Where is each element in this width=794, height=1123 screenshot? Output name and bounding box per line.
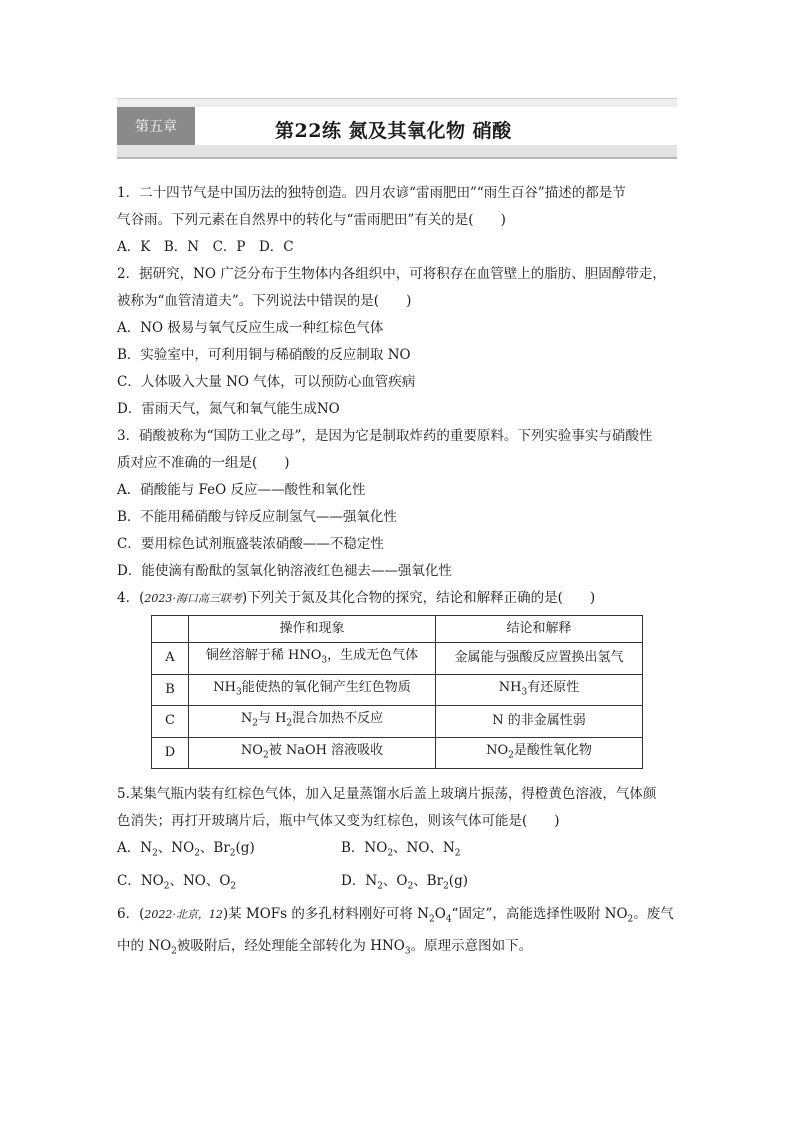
- cell-text: NO: [240, 742, 263, 758]
- question-text: 质对应不准确的一组是( ): [117, 455, 290, 471]
- cell-text: 混合加热不反应: [292, 711, 384, 727]
- option-a: A．硝酸能与 FeO 反应——酸性和氧化性: [117, 482, 366, 498]
- cell-text: N: [240, 711, 253, 727]
- row-key: C: [152, 706, 189, 738]
- option-b: B．不能用稀硝酸与锌反应制氢气——强氧化性: [117, 509, 397, 525]
- tab-notch: [195, 107, 205, 145]
- table-header-cell: [152, 616, 189, 643]
- chapter-header: [117, 98, 677, 159]
- options-row: [117, 868, 679, 901]
- question-list: [117, 180, 679, 966]
- table-row: [152, 674, 643, 706]
- question-text: 2．据研究，NO 广泛分布于生物体内各组织中，可将积存在血管壁上的脂肪、胆固醇带走，: [117, 266, 666, 282]
- row-conclusion: [436, 737, 643, 769]
- option-d: D．雷雨天气，氮气和氧气能生成NO: [117, 401, 340, 417]
- question-text: 1．二十四节气是中国历法的独特创造。四月农谚“雷雨肥田”“雨生百谷”描述的都是节: [117, 185, 626, 201]
- question-text: 5.某集气瓶内装有红棕色气体，加入足量蒸馏水后盖上玻璃片振荡，得橙黄色溶液，气体颜: [117, 786, 657, 803]
- table-header-row: [152, 616, 643, 643]
- table-row: [152, 737, 643, 769]
- question-source: 2022·北京，12: [144, 907, 223, 921]
- option-b: B．$NO_2$、NO、$N_2$: [341, 840, 461, 860]
- chapter-tab: 第五章: [117, 107, 195, 145]
- table-header-cell: 结论和解释: [436, 616, 643, 643]
- table-header-cell: 操作和现象: [189, 616, 436, 643]
- row-operation: [189, 706, 436, 738]
- row-operation: [189, 643, 436, 675]
- options-line: A．K B．N C．P D．C: [117, 239, 294, 255]
- question-number: 4．(: [117, 590, 145, 606]
- question-text: 气谷雨。下列元素在自然界中的转化与“雷雨肥田”有关的是( ): [117, 212, 506, 228]
- row-key: B: [152, 674, 189, 706]
- cell-text: 是酸性氧化物: [513, 742, 592, 758]
- cell-text: 与 H: [257, 711, 287, 727]
- table-row: [152, 643, 643, 675]
- cell-text: 铜丝溶解于稀 HNO: [205, 648, 322, 663]
- page-title: 第22练 氮及其氧化物 硝酸: [275, 120, 512, 142]
- cell-text: N 的非金属性弱: [492, 713, 586, 729]
- option-b: B．实验室中，可利用铜与稀硝酸的反应制取 NO: [117, 347, 411, 363]
- row-conclusion: [436, 643, 643, 675]
- question-2: [117, 261, 679, 423]
- option-c: C．要用棕色试剂瓶盛装浓硝酸——不稳定性: [117, 536, 384, 552]
- question-text: 中的 $NO_2$被吸附后，经处理能全部转化为 $HNO_3$。原理示意图如下。: [117, 938, 533, 958]
- row-key: D: [152, 737, 189, 769]
- question-text: 6．(2022·北京，12)某 MOFs 的多孔材料刚好可将 $N_2O_4“$固定”，高能选择性吸附 $NO_2$。废气: [117, 905, 674, 925]
- options-row: [117, 835, 679, 868]
- cell-text: NH: [213, 679, 236, 695]
- subscript: 3: [321, 655, 328, 666]
- question-stem: )下列关于氮及其化合物的探究，结论和解释正确的是( ): [241, 590, 596, 606]
- subscript: 3: [235, 687, 242, 698]
- row-conclusion: [436, 674, 643, 706]
- row-operation: [189, 737, 436, 769]
- option-a: A．$N_2$、$NO_2$、$Br_2(g)$: [117, 840, 255, 860]
- cell-text: NO: [486, 742, 509, 758]
- subscript: 2: [508, 750, 514, 761]
- row-operation: [189, 674, 436, 706]
- question-5: [117, 781, 679, 900]
- subscript: 3: [521, 687, 528, 698]
- question-source: 2023·海口高三联考: [144, 592, 242, 605]
- cell-text: ，生成无色气体: [327, 648, 419, 663]
- row-conclusion: [436, 706, 643, 738]
- row-key: A: [152, 643, 189, 675]
- cell-text: 有还原性: [527, 679, 580, 695]
- table-row: [152, 706, 643, 738]
- question-text: 被称为“血管清道夫”。下列说法中错误的是( ): [117, 293, 412, 309]
- question-text: 3．硝酸被称为“国防工业之母”，是因为它是制取炸药的重要原料。下列实验事实与硝酸性: [117, 428, 653, 444]
- option-d: D．能使滴有酚酞的氢氧化钠溶液红色褪去——强氧化性: [117, 563, 452, 579]
- question-1: [117, 180, 679, 261]
- option-a: A．NO 极易与氧气反应生成一种红棕色气体: [117, 320, 384, 336]
- question-text: [117, 585, 679, 612]
- cell-text: 金属能与强酸反应置换出氢气: [454, 650, 624, 666]
- question-3: [117, 423, 679, 585]
- cell-text: 能使热的氧化铜产生红色物质: [241, 679, 411, 695]
- cell-text: NH: [498, 679, 522, 695]
- option-c: C．$NO_2$、NO、$O_2$: [117, 873, 237, 892]
- option-c: C．人体吸入大量 NO 气体，可以预防心血管疾病: [117, 374, 416, 390]
- subscript: 2: [262, 750, 269, 761]
- question-text: 色消失；再打开玻璃片后，瓶中气体又变为红棕色，则该气体可能是( ): [117, 813, 560, 830]
- experiment-table: [151, 615, 643, 769]
- question-6: [117, 901, 679, 966]
- cell-text: 被 NaOH 溶液吸收: [268, 742, 384, 758]
- subscript: 2: [286, 718, 293, 729]
- option-d: D．$N_2$、$O_2$、$Br_2(g)$: [341, 873, 468, 892]
- subscript: 2: [252, 718, 258, 729]
- question-4: [117, 585, 679, 769]
